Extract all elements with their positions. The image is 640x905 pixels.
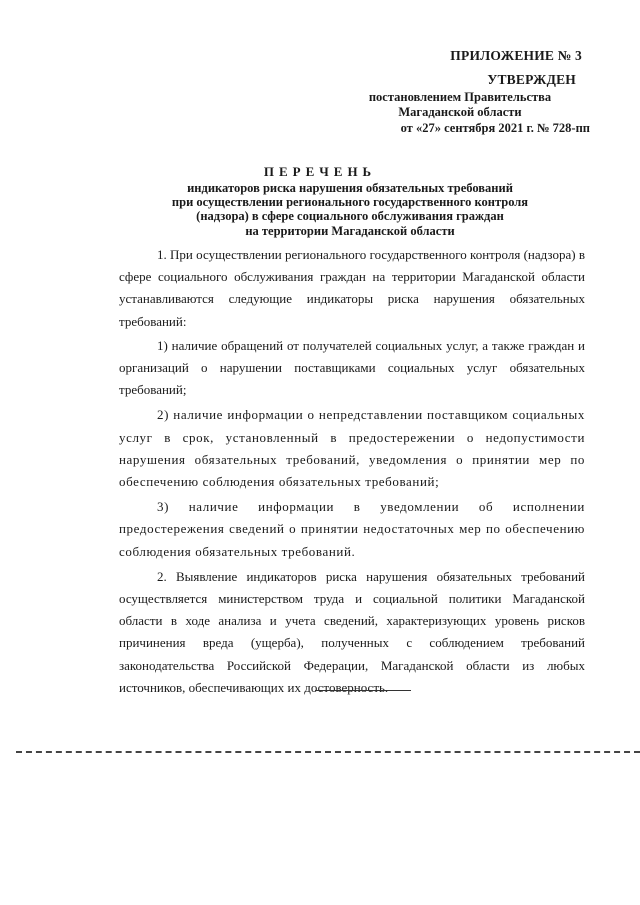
subtitle-line: (надзора) в сфере социального обслуживания граждан (196, 209, 504, 224)
appendix-number: ПРИЛОЖЕНИЕ № 3 (450, 48, 582, 63)
list-item-3: 3) наличие информации в уведомлении об исполнении предостережения сведений о принятии недостаточных мер по обеспечению соблюдения обязательных требований. (119, 499, 585, 559)
paragraph-2: 2. Выявление индикаторов риска нарушения обязательных требований осуществляется министерством труда и социальной политики Магаданской области в ходе анализа и учета сведений, характеризующих уровень рисков причинения вреда (ущерба), полученных с соблюдением требований законодательства Российской Федерации, Магаданской области из любых источников, обеспечивающих их достоверность. (119, 568, 585, 695)
subtitle-line: индикаторов риска нарушения обязательных требований (187, 181, 513, 195)
subtitle-line: на территории Магаданской области (245, 223, 455, 238)
decree-line: Магаданской области (398, 104, 522, 119)
list-item-1: 1) наличие обращений от получателей социальных услуг, а также граждан и организаций о нарушении поставщиками социальных услуг обязательных требований; (119, 337, 585, 398)
list-item-2: 2) наличие информации о непредставлении поставщиком социальных услуг в срок, установленный в предостережении о недопустимости нарушения обязательных требований, уведомления о принятии мер по обеспечению соблюдения обязательных требований; (119, 407, 585, 490)
decree-reference (330, 90, 590, 119)
page-divider (16, 751, 640, 753)
end-rule (315, 690, 411, 691)
approved-stamp: УТВЕРЖДЕН (487, 72, 576, 87)
decree-line: постановлением Правительства (368, 90, 552, 104)
document-title: ПЕРЕЧЕНЬ (263, 164, 377, 179)
subtitle-line: при осуществлении регионального государственного контроля (171, 195, 529, 210)
document-subtitle (150, 181, 550, 238)
decree-date: от «27» сентября 2021 г. № 728-пп (400, 121, 590, 135)
document-body (119, 244, 585, 699)
paragraph-1: 1. При осуществлении регионального государственного контроля (надзора) в сфере социального обслуживания граждан на территории Магаданской области устанавливаются следующие индикаторы риска нарушения обязательных требований: (119, 247, 585, 329)
